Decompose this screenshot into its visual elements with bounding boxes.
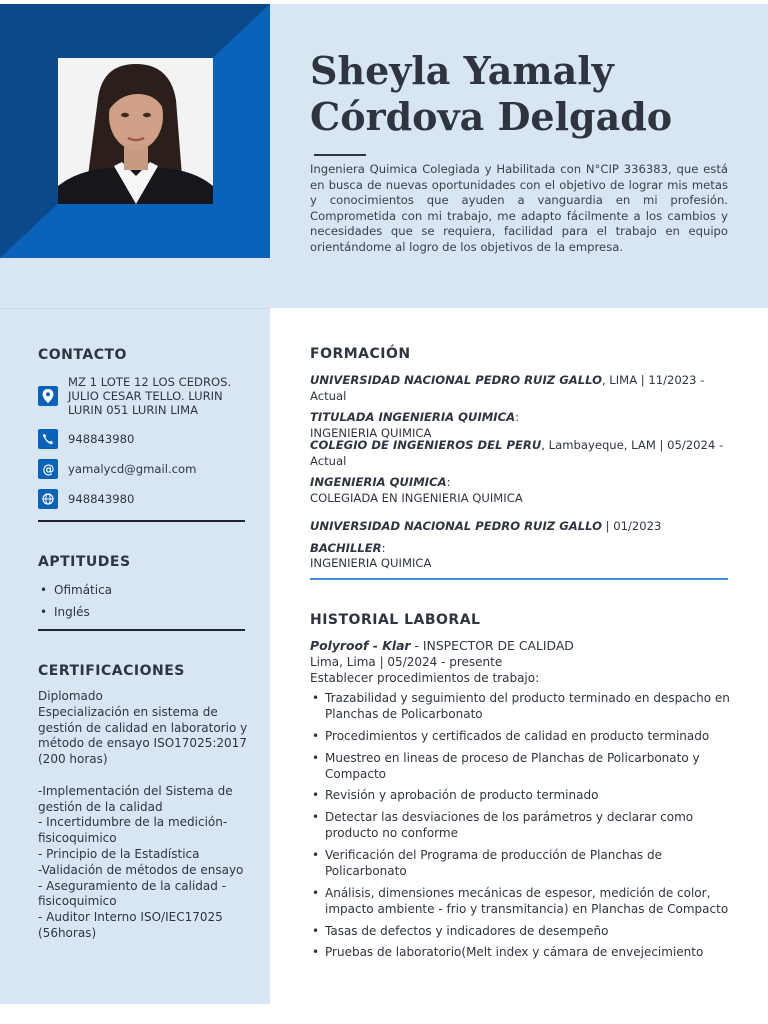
- education-field: INGENIERIA QUIMICA: [310, 556, 432, 571]
- duty-item: • Trazabilidad y seguimiento del producto terminado en despacho en Planchas de Policarbonato: [310, 690, 730, 722]
- contact-email[interactable]: [38, 459, 248, 479]
- duty-item: • Tasas de defectos y indicadores de desempeño: [310, 923, 730, 939]
- name-line-1: Sheyla Yamaly: [310, 48, 614, 93]
- education-degree-line: INGENIERIA QUIMICA:: [310, 475, 451, 490]
- job-intro: Establecer procedimientos de trabajo:: [310, 671, 540, 685]
- contact-heading: CONTACTO: [38, 347, 127, 363]
- education-degree-line: TITULADA INGENIERIA QUIMICA:: [310, 410, 519, 425]
- name-divider: [314, 154, 366, 156]
- contact-address: [38, 375, 248, 417]
- duty-item: • Pruebas de laboratorio(Melt index y cámara de envejecimiento: [310, 944, 730, 960]
- email-link[interactable]: yamalycd@gmail.com: [68, 462, 197, 476]
- duty-item: • Muestreo en lineas de proceso de Planchas de Policarbonato y Compacto: [310, 750, 730, 782]
- job-title-line: [310, 638, 730, 654]
- education-institution-line: [310, 373, 730, 404]
- phone-text: 948843980: [68, 432, 135, 446]
- education-institution: UNIVERSIDAD NACIONAL PEDRO RUIZ GALLO: [310, 519, 602, 533]
- profile-photo-illustration: [58, 58, 213, 204]
- certifications-heading: CERTIFICACIONES: [38, 663, 185, 679]
- duty-item: • Revisión y aprobación de producto terminado: [310, 787, 730, 803]
- at-sign-icon: [38, 459, 58, 479]
- education-divider: [310, 578, 728, 580]
- education-field: INGENIERIA QUIMICA: [310, 425, 432, 440]
- location-pin-icon: [38, 386, 58, 406]
- education-entry: [310, 373, 730, 441]
- profile-summary: Ingeniera Quimica Colegiada y Habilitada con N°CIP 336383, que está en busca de nuevas oportunidades con el objetivo de lograr mis metas y conocimientos que ayuden a vanguardia en mi profesión. Comprometida con mi trabajo, me adapto fácilmente a los cambios y necesidades que se requiera, facilidad para el trabajo en equipo orientándome al logro de los objetivos de la empresa.: [310, 162, 728, 254]
- education-degree: INGENIERIA QUIMICA: [310, 475, 447, 490]
- education-field: COLEGIADA EN INGENIERIA QUIMICA: [310, 490, 523, 505]
- education-institution-line: [310, 438, 730, 469]
- certifications-text: Diplomado Especialización en sistema de gestión de calidad en laboratorio y método de ensayo ISO17025:2017 (200 horas) -Implementación del Sistema de gestión de la calidad - Incertidumbre de la medición- fisicoquimico - Principio de la Estadística -Validación de métodos de ensayo - Aseguramiento de la calidad - fisicoquimico - Auditor Interno ISO/IEC17025 (56horas): [38, 689, 248, 940]
- education-heading: FORMACIÓN: [310, 346, 411, 362]
- education-degree: BACHILLER: [310, 540, 382, 555]
- phone-icon: [38, 429, 58, 449]
- job-entry: [310, 638, 730, 966]
- education-institution-line: [310, 519, 730, 535]
- education-details: , LIMA | 11/2023 - Actual: [310, 373, 705, 403]
- profile-photo: [58, 58, 213, 204]
- work-history-heading: HISTORIAL LABORAL: [310, 612, 481, 628]
- globe-icon: [38, 489, 58, 509]
- address-text: MZ 1 LOTE 12 LOS CEDROS. JULIO CESAR TELLO. LURIN LURIN 051 LURIN LIMA: [68, 375, 232, 417]
- job-role: - INSPECTOR DE CALIDAD: [410, 638, 574, 653]
- education-details: | 01/2023: [601, 519, 662, 533]
- duty-item: • Verificación del Programa de producción de Planchas de Policarbonato: [310, 847, 730, 879]
- duty-item: • Procedimientos y certificados de calidad en producto terminado: [310, 728, 730, 744]
- contact-divider: [38, 520, 245, 522]
- svg-text:@: @: [42, 462, 54, 476]
- skills-list: [38, 579, 248, 623]
- contact-phone: [38, 429, 248, 449]
- education-degree-line: BACHILLER:: [310, 540, 386, 555]
- skills-divider: [38, 629, 245, 631]
- duty-item: • Detectar las desviaciones de los parámetros y declarar como producto no conforme: [310, 809, 730, 841]
- education-entry: [310, 519, 730, 572]
- skill-item: • Ofimática: [38, 579, 248, 601]
- education-institution: UNIVERSIDAD NACIONAL PEDRO RUIZ GALLO: [310, 373, 602, 387]
- sidebar-divider: [0, 308, 270, 309]
- education-institution: COLEGIO DE INGENIEROS DEL PERU: [310, 438, 542, 452]
- duty-item: • Análisis, dimensiones mecánicas de espesor, medición de color, impacto ambiente - frio y transmitancia) en Planchas de Compacto: [310, 885, 730, 917]
- job-company: Polyroof - Klar: [310, 638, 411, 653]
- job-duties-list: [310, 690, 730, 960]
- job-location-dates: Lima, Lima | 05/2024 - presente: [310, 655, 503, 669]
- website-text: 948843980: [68, 492, 135, 506]
- skills-heading: APTITUDES: [38, 554, 131, 570]
- education-details: , Lambayeque, LAM | 05/2024 - Actual: [310, 438, 724, 468]
- education-degree: TITULADA INGENIERIA QUIMICA: [310, 410, 516, 425]
- full-name: [310, 48, 740, 140]
- skill-item: • Inglés: [38, 601, 248, 623]
- name-line-2: Córdova Delgado: [310, 94, 673, 139]
- photo-frame: [0, 4, 270, 258]
- contact-website: [38, 489, 248, 509]
- education-entry: [310, 438, 730, 506]
